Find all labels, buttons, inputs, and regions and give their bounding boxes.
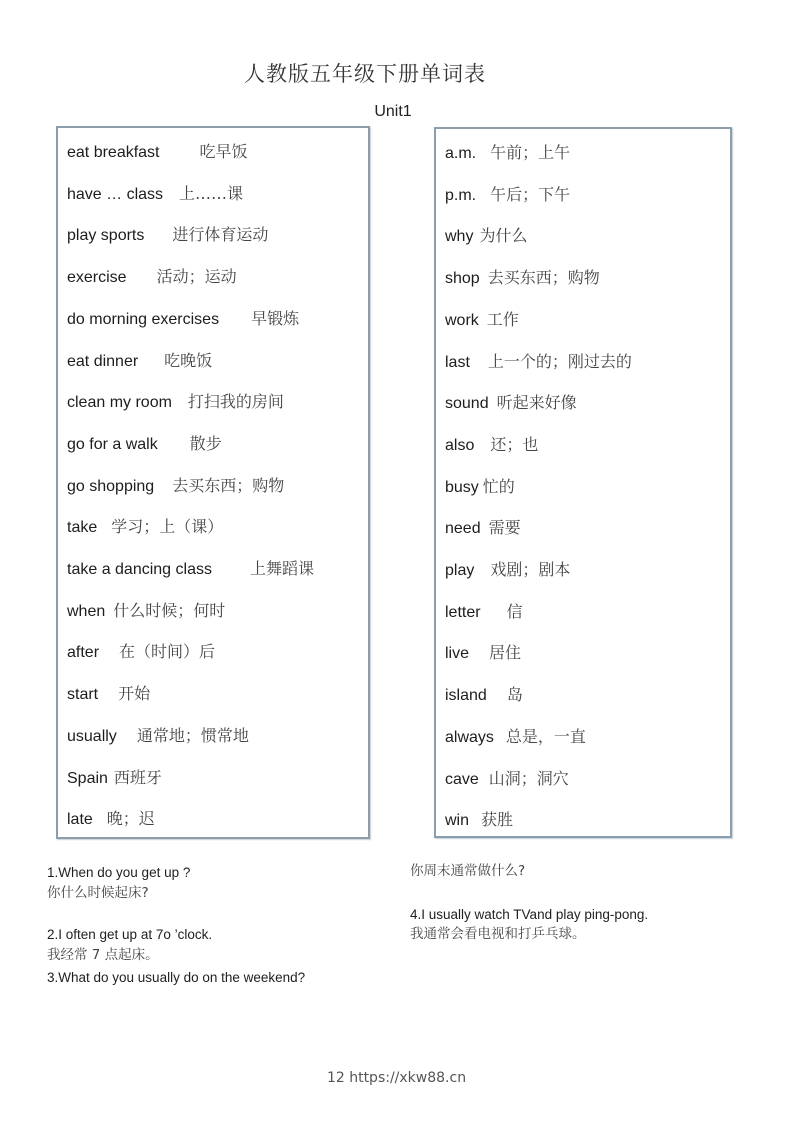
- english-word: play sports: [67, 227, 145, 245]
- chinese-meaning: 上一个的；刚过去的: [487, 351, 632, 371]
- vocabulary-row: [445, 183, 570, 207]
- vocabulary-row: [67, 515, 223, 539]
- vocabulary-row: [67, 140, 248, 164]
- vocabulary-row: [445, 433, 538, 457]
- chinese-meaning: 早锻炼: [251, 308, 300, 328]
- english-word: a.m.: [445, 145, 477, 162]
- chinese-meaning: 为什么: [479, 226, 528, 246]
- english-word: Spain: [67, 769, 108, 787]
- vocabulary-row: [67, 349, 212, 373]
- unit-heading: Unit1: [374, 103, 412, 120]
- english-word: island: [445, 687, 487, 705]
- chinese-meaning: 进行体育运动: [172, 225, 269, 245]
- vocabulary-row: [445, 808, 513, 832]
- chinese-meaning: 去买东西；购物: [172, 475, 285, 495]
- chinese-meaning: 打扫我的房间: [187, 392, 284, 412]
- vocabulary-row: [67, 807, 155, 831]
- chinese-meaning: 活动；运动: [156, 267, 237, 287]
- sentence-3-chinese: 你周末通常做什么?: [410, 863, 526, 879]
- vocabulary-row: [445, 600, 523, 624]
- vocabulary-row: [67, 640, 215, 664]
- chinese-meaning: 吃早饭: [199, 142, 248, 161]
- english-word: live: [445, 645, 470, 663]
- chinese-meaning: 工作: [486, 309, 519, 329]
- vocabulary-row: [67, 766, 162, 790]
- chinese-meaning: 晚；迟: [106, 809, 155, 829]
- sentence-1-chinese: 你什么时候起床?: [47, 885, 149, 901]
- vocabulary-row: [445, 558, 570, 582]
- chinese-meaning: 开始: [118, 684, 151, 704]
- vocabulary-row: [67, 182, 243, 206]
- english-word: need: [445, 520, 481, 538]
- chinese-meaning: 岛: [506, 685, 523, 705]
- english-word: after: [67, 644, 100, 662]
- english-word: usually: [67, 727, 117, 745]
- english-word: take: [67, 519, 98, 537]
- vocabulary-row: [445, 391, 577, 415]
- vocabulary-row: [67, 682, 150, 706]
- vocabulary-row: [67, 432, 222, 456]
- chinese-meaning: 获胜: [481, 810, 514, 830]
- chinese-meaning: 在（时间）后: [119, 642, 216, 662]
- english-word: start: [67, 686, 99, 704]
- chinese-meaning: 听起来好像: [496, 393, 577, 413]
- chinese-meaning: 上舞蹈课: [249, 559, 314, 578]
- chinese-meaning: 吃晚饭: [164, 350, 213, 370]
- chinese-meaning: 去买东西；购物: [487, 268, 600, 288]
- english-word: shop: [445, 270, 480, 288]
- vocabulary-row: [445, 475, 515, 499]
- chinese-meaning: 学习；上（课）: [111, 517, 224, 537]
- vocabulary-row: [445, 767, 569, 791]
- english-word: clean my room: [67, 394, 172, 412]
- english-word: exercise: [67, 269, 127, 287]
- english-word: letter: [445, 603, 481, 621]
- vocabulary-row: [445, 641, 521, 665]
- sentence-1-english: 1.When do you get up ?: [47, 865, 191, 880]
- sentence-2-english: 2.I often get up at 7o ’clock.: [47, 927, 213, 942]
- vocabulary-row: [445, 266, 600, 290]
- english-word: eat dinner: [67, 352, 139, 370]
- english-word: go for a walk: [67, 435, 158, 453]
- english-word: last: [445, 353, 470, 371]
- english-word: take a dancing class: [67, 561, 212, 578]
- vocabulary-row: [67, 557, 314, 581]
- vocabulary-row: [67, 265, 237, 289]
- sentence-4-chinese: 我通常会看电视和打乒乓球。: [410, 926, 586, 942]
- chinese-meaning: 还；也: [490, 434, 539, 454]
- chinese-meaning: 忙的: [482, 476, 515, 496]
- chinese-meaning: 戏剧；剧本: [490, 560, 571, 579]
- left-vocabulary-box: [56, 126, 370, 839]
- chinese-meaning: 午前；上午: [490, 143, 571, 162]
- english-word: have … class: [67, 185, 164, 203]
- right-vocabulary-box: [434, 127, 732, 838]
- vocabulary-row: [67, 474, 284, 498]
- chinese-meaning: 信: [506, 601, 523, 621]
- vocabulary-row: [445, 308, 519, 332]
- english-word: why: [445, 228, 474, 246]
- chinese-meaning: 散步: [189, 433, 222, 453]
- vocabulary-row: [445, 516, 521, 540]
- chinese-meaning: 什么时候；何时: [113, 600, 226, 620]
- vocabulary-row: [67, 307, 299, 331]
- english-word: work: [445, 311, 479, 329]
- english-word: always: [445, 728, 494, 746]
- page-title: 人教版五年级下册单词表: [244, 62, 486, 86]
- english-word: late: [67, 811, 93, 829]
- vocabulary-row: [445, 141, 570, 165]
- vocabulary-row: [445, 350, 632, 374]
- english-word: go shopping: [67, 477, 155, 495]
- english-word: eat breakfast: [67, 144, 160, 161]
- english-word: also: [445, 436, 475, 454]
- sentence-4-english: 4.I usually watch TVand play ping-pong.: [410, 907, 649, 922]
- vocabulary-row: [67, 390, 284, 414]
- chinese-meaning: 总是，一直: [505, 726, 586, 746]
- english-word: win: [445, 812, 470, 830]
- page-footer: 12 https://xkw88.cn: [326, 1070, 467, 1086]
- vocabulary-row: [445, 683, 523, 707]
- english-word: p.m.: [445, 186, 477, 204]
- vocabulary-row: [67, 599, 225, 623]
- vocabulary-row: [67, 724, 249, 748]
- english-word: cave: [445, 770, 479, 788]
- english-word: sound: [445, 395, 489, 413]
- chinese-meaning: 通常地；惯常地: [136, 725, 249, 745]
- vocabulary-row: [445, 725, 586, 749]
- chinese-meaning: 需要: [488, 518, 521, 538]
- english-word: when: [67, 602, 106, 620]
- chinese-meaning: 上……课: [179, 183, 244, 203]
- chinese-meaning: 山洞；洞穴: [488, 768, 569, 788]
- sentence-3-english: 3.What do you usually do on the weekend?: [47, 970, 306, 985]
- vocabulary-row: [67, 223, 268, 247]
- english-word: busy: [445, 478, 479, 496]
- chinese-meaning: 午后；下午: [490, 184, 571, 204]
- english-word: play: [445, 562, 475, 579]
- sentence-2-chinese: 我经常 7 点起床。: [47, 947, 159, 963]
- chinese-meaning: 居住: [489, 643, 522, 663]
- vocabulary-row: [445, 224, 527, 248]
- english-word: do morning exercises: [67, 310, 220, 328]
- chinese-meaning: 西班牙: [113, 767, 162, 787]
